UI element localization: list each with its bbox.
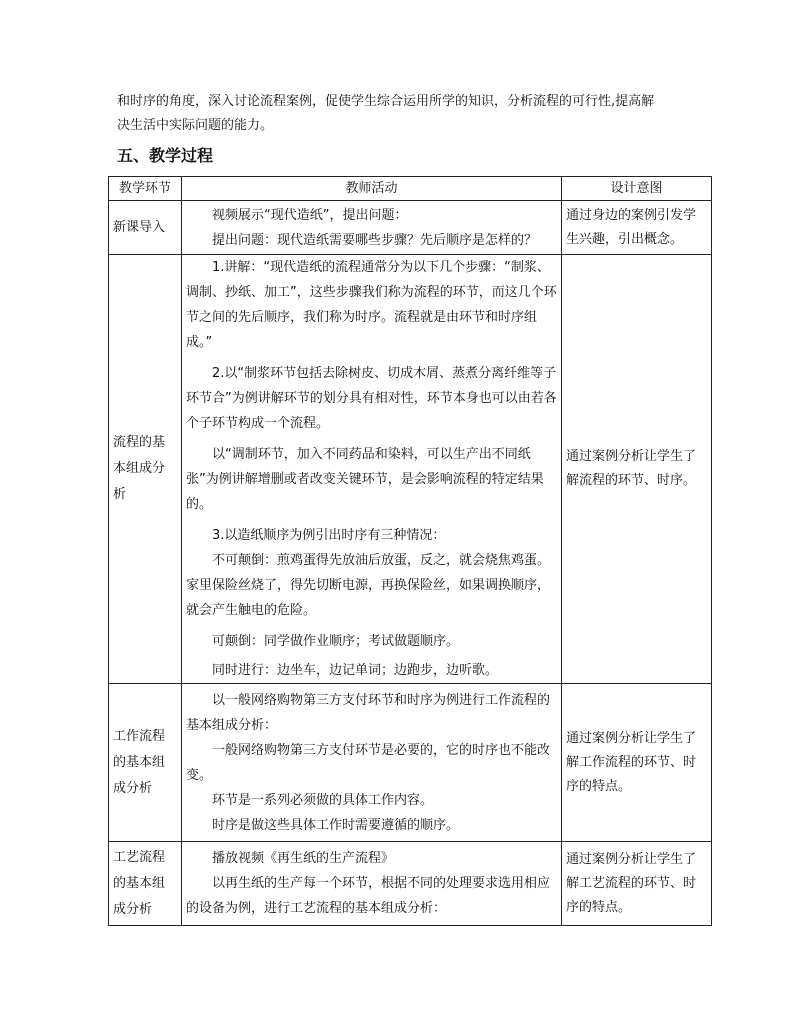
- intro-line-2: 决生活中实际问题的能力。: [117, 118, 274, 133]
- activity-paragraph: 2.以“制浆环节包括去除树皮、切成木屑、蒸煮分离纤维等子环节合”为例讲解环节的划分具有相对性，环节本身也可以由若各个子环节构成一个流程。: [186, 366, 557, 431]
- activity-paragraph: 以“调制环节，加入不同药品和染料，可以生产出不同纸张”为例讲解增删或者改变关键环节，是会影响流程的特定结果的。: [186, 447, 544, 512]
- row-activity: [182, 842, 562, 926]
- table-row: [109, 201, 712, 255]
- activity-paragraph: 提出问题：现代造纸需要哪些步骤？先后顺序是怎样的？: [212, 232, 538, 248]
- activity-paragraph: 以再生纸的生产每一个环节，根据不同的处理要求选用相应的设备为例，进行工艺流程的基本组成分析：: [186, 876, 551, 916]
- activity-paragraph: 时序是做这些具体工作时需要遵循的顺序。: [212, 817, 460, 833]
- table-row: [109, 255, 712, 684]
- header-stage: 教学环节: [109, 177, 182, 201]
- activity-paragraph: 家里保险丝烧了，得先切断电源，再换保险丝，如果调换顺序，就会产生触电的危险。: [186, 578, 551, 618]
- activity-paragraph: 不可颠倒：煎鸡蛋得先放油后放蛋，反之，就会烧焦鸡蛋。: [212, 553, 551, 568]
- row-stage: 新课导入: [109, 201, 182, 255]
- activity-paragraph: 播放视频《再生纸的生产流程》: [212, 851, 395, 866]
- header-activity: 教师活动: [182, 177, 562, 201]
- intro-paragraph: [117, 90, 697, 138]
- activity-paragraph: 3.以造纸顺序为例引出时序有三种情况：: [212, 528, 446, 543]
- row-intent: 通过身边的案例引发学生兴趣，引出概念。: [562, 201, 712, 255]
- row-intent: 通过案例分析让学生了解流程的环节、时序。: [562, 255, 712, 684]
- row-stage: 流程的基本组成分析: [109, 255, 182, 684]
- section-title: 五、教学过程: [117, 146, 214, 165]
- row-activity: [182, 201, 562, 255]
- table-row: [109, 842, 712, 926]
- activity-paragraph: 1.讲解：“现代造纸的流程通常分为以下几个步骤：“制浆、调制、抄纸、加工”，这些步骤我们称为流程的环节，而这几个环节之间的先后顺序，我们称为时序。流程就是由环节和时序组成。”: [186, 260, 557, 350]
- row-stage: 工艺流程的基本组成分析: [109, 842, 182, 926]
- row-intent: 通过案例分析让学生了解工作流程的环节、时序的特点。: [562, 684, 712, 842]
- activity-paragraph: 可颠倒：同学做作业顺序；考试做题顺序。: [212, 634, 460, 649]
- table-header-row: [109, 177, 712, 201]
- activity-paragraph: 视频展示“现代造纸”，提出问题：: [212, 207, 408, 223]
- activity-paragraph: 同时进行：边坐车，边记单词；边跑步，边听歌。: [212, 663, 499, 678]
- activity-paragraph: 以一般网络购物第三方支付环节和时序为例进行工作流程的基本组成分析：: [186, 692, 551, 733]
- activity-paragraph: 一般网络购物第三方支付环节是必要的，它的时序也不能改变。: [186, 742, 551, 783]
- intro-line-1: 和时序的角度，深入讨论流程案例，促使学生综合运用所学的知识，分析流程的可行性,提高解: [117, 94, 655, 109]
- row-activity: [182, 684, 562, 842]
- row-activity: [182, 255, 562, 684]
- row-intent: 通过案例分析让学生了解工艺流程的环节、时序的特点。: [562, 842, 712, 926]
- activity-paragraph: 环节是一系列必须做的具体工作内容。: [212, 792, 434, 808]
- table-row: [109, 684, 712, 842]
- teaching-process-table: [108, 176, 712, 926]
- header-intent: 设计意图: [562, 177, 712, 201]
- row-stage: 工作流程的基本组成分析: [109, 684, 182, 842]
